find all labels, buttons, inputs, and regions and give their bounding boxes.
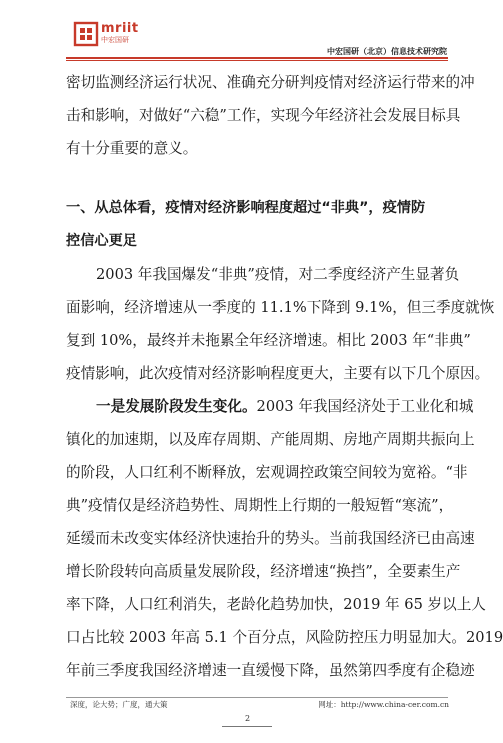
logo-subtext: 中宏国研: [101, 36, 129, 44]
paragraph-line: 2003 年我国爆发“非典”疫情，对二季度经济产生显著负: [96, 266, 460, 283]
paragraph-line: [66, 390, 474, 423]
paragraph-line: 年前三季度我国经济增速一直缓慢下降，虽然第四季度有企稳迹: [66, 662, 475, 679]
paragraph-line: 复到 10%，最终并未拖累全年经济增速。相比 2003 年“非典”: [66, 332, 471, 349]
document-body: [66, 66, 503, 687]
paragraph-line: 典”疫情仅是经济趋势性、周期性上行期的一般短暂“寒流”，: [66, 497, 454, 514]
logo-mark-icon: [74, 22, 98, 46]
paragraph-line: 增长阶段转向高质量发展阶段，经济增速“换挡”，全要素生产: [66, 563, 461, 580]
header-organization: 中宏国研（北京）信息技术研究院: [327, 47, 447, 56]
footer-slogan: 深度，论大势；广度，通大策: [70, 700, 168, 709]
paragraph-line: 的阶段，人口红利不断释放，宏观调控政策空间较为宽裕。“非: [66, 464, 468, 481]
body-line: 击和影响，对做好“六稳”工作，实现今年经济社会发展目标具: [66, 107, 461, 124]
header-divider: [66, 57, 448, 59]
section-heading: 控信心更足: [66, 233, 137, 249]
page-header: [0, 0, 495, 62]
paragraph-text: 2003 年我国经济处于工业化和城: [256, 398, 474, 415]
body-line: 有十分重要的意义。: [66, 140, 198, 157]
section-heading: 一、从总体看，疫情对经济影响程度超过“非典”，疫情防: [66, 200, 426, 216]
footer-divider: [66, 697, 448, 698]
body-line: 密切监测经济运行状况、准确充分研判疫情对经济运行带来的冲: [66, 74, 475, 91]
page-number: 2: [244, 714, 251, 723]
paragraph-line: 镇化的加速期，以及库存周期、产能周期、房地产周期共振向上: [66, 431, 475, 448]
paragraph-line: 口占比较 2003 年高 5.1 个百分点，风险防控压力明显加大。2019: [66, 629, 503, 646]
page-number-underline: [222, 726, 272, 727]
page-footer: [0, 690, 495, 730]
footer-website: 网址：http://www.china-cer.com.cn: [318, 700, 449, 709]
header-divider-thin: [66, 60, 448, 61]
paragraph-line: 疫情影响，此次疫情对经济影响程度更大，主要有以下几个原因。: [66, 365, 490, 382]
paragraph-line: 率下降，人口红利消失，老龄化趋势加快，2019 年 65 岁以上人: [66, 596, 486, 613]
logo-text: mriit: [101, 21, 139, 36]
logo: [74, 22, 146, 48]
paragraph-line: 延缓而未改变实体经济快速抬升的势头。当前我国经济已由高速: [66, 530, 475, 547]
paragraph-line: 面影响，经济增速从一季度的 11.1%下降到 9.1%，但三季度就恢: [66, 299, 495, 316]
bold-lead-text: 一是发展阶段发生变化。: [96, 398, 257, 415]
